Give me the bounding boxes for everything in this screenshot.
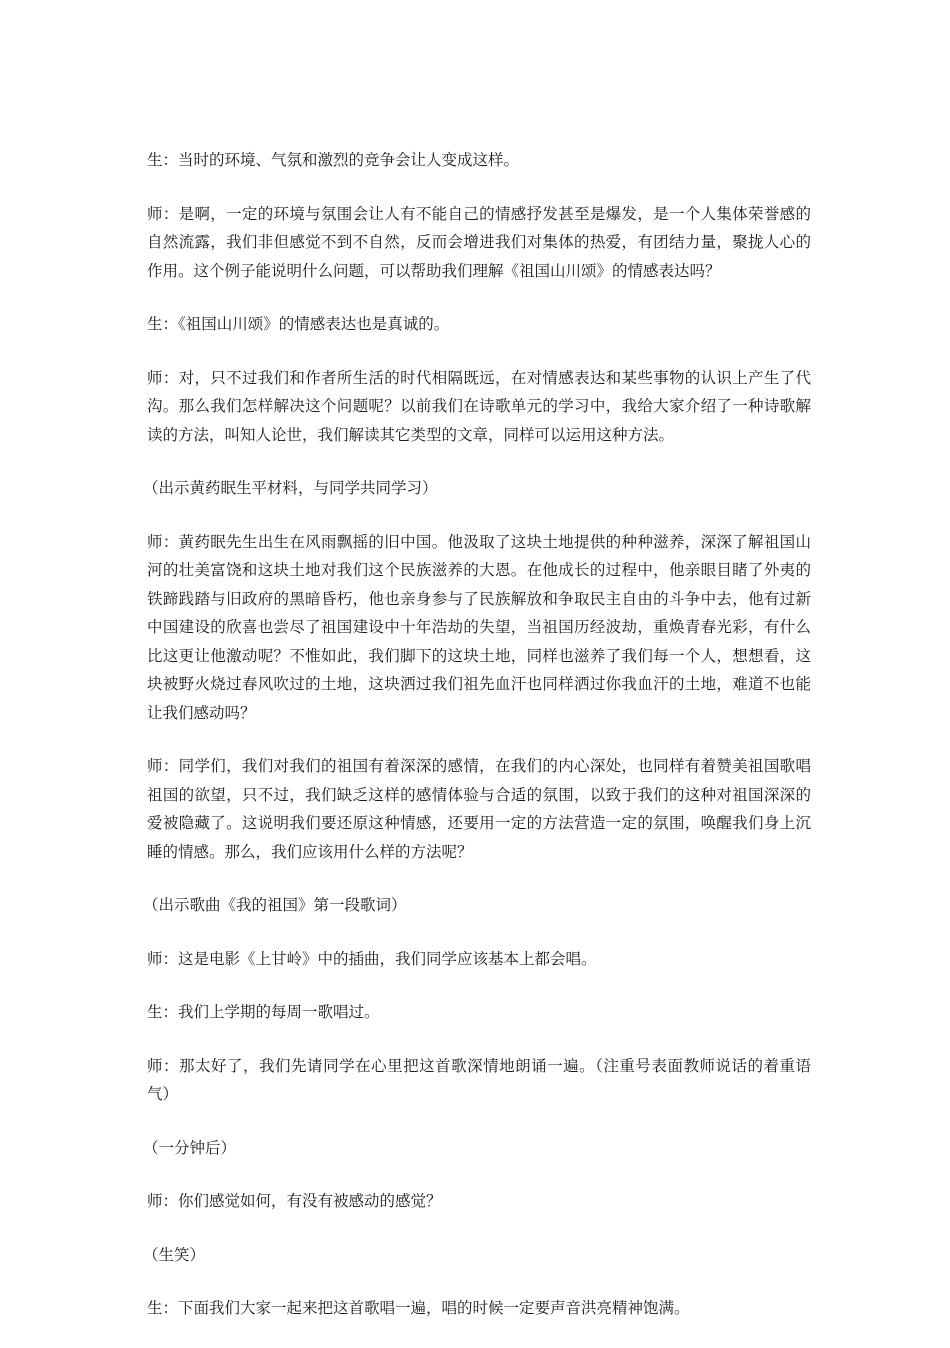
dialogue-paragraph: 师：你们感觉如何，有没有被感动的感觉？: [147, 1192, 442, 1210]
dialogue-paragraph: 生：当时的环境、气氛和激烈的竞争会让人变成这样。: [147, 151, 520, 169]
stage-direction: （一分钟后）: [143, 1138, 237, 1157]
document-body: [143, 146, 811, 1348]
dialogue-paragraph: 生：我们上学期的每周一歌唱过。: [147, 1003, 380, 1021]
stage-direction: （生笑）: [143, 1245, 206, 1264]
dialogue-paragraph: 师：同学们，我们对我们的祖国有着深深的感情，在我们的内心深处，也同样有着赞美祖国歌唱祖国的欲望，只不过，我们缺乏这样的感情体验与合适的氛围，以致于我们的这种对祖国深深的爱被隐藏了。这说明我们要还原这种情感，还要用一定的方法营造一定的氛围，唤醒我们身上沉睡的情感。那么，我们应该用什么样的方法呢？: [147, 757, 811, 861]
stage-direction: （出示黄药眠生平材料，与同学共同学习）: [143, 479, 438, 497]
dialogue-paragraph: 生：《祖国山川颂》的情感表达也是真诚的。: [147, 315, 450, 333]
dialogue-paragraph: 师：这是电影《上甘岭》中的插曲，我们同学应该基本上都会唱。: [147, 949, 597, 968]
dialogue-paragraph: 师：黄药眠先生出生在风雨飘摇的旧中国。他汲取了这块土地提供的种种滋养，深深了解祖国山河的壮美富饶和这块土地对我们这个民族滋养的大恩。在他成长的过程中，他亲眼目睹了外夷的铁蹄践踏与旧政府的黑暗昏朽，他也亲身参与了民族解放和争取民主自由的斗争中去，他有过新中国建设的欣喜也尝尽了祖国建设中十年浩劫的失望，当祖国历经波劫，重焕青春光彩，有什么比这更让他激动呢？不惟如此，我们脚下的这块土地，同样也滋养了我们每一个人，想想看，这块被野火烧过春风吹过的土地，这块洒过我们祖先血汗也同样洒过你我血汗的土地，难道不也能让我们感动吗？: [147, 532, 811, 722]
dialogue-paragraph: 师：那太好了，我们先请同学在心里把这首歌深情地朗诵一遍。（注重号表面教师说话的着重语气）: [147, 1056, 811, 1103]
dialogue-paragraph: 生：下面我们大家一起来把这首歌唱一遍，唱的时候一定要声音洪亮精神饱满。: [147, 1299, 690, 1317]
dialogue-paragraph: 师：是啊，一定的环境与氛围会让人有不能自己的情感抒发甚至是爆发，是一个人集体荣誉感的自然流露，我们非但感觉不到不自然，反而会增进我们对集体的热爱，有团结力量，聚拢人心的作用。这个例子能说明什么问题，可以帮助我们理解《祖国山川颂》的情感表达吗？: [147, 204, 811, 280]
dialogue-paragraph: 师：对，只不过我们和作者所生活的时代相隔既远，在对情感表达和某些事物的认识上产生了代沟。那么我们怎样解决这个问题呢？以前我们在诗歌单元的学习中，我给大家介绍了一种诗歌解读的方法，叫知人论世，我们解读其它类型的文章，同样可以运用这种方法。: [147, 368, 811, 444]
stage-direction: （出示歌曲《我的祖国》第一段歌词）: [143, 896, 407, 914]
